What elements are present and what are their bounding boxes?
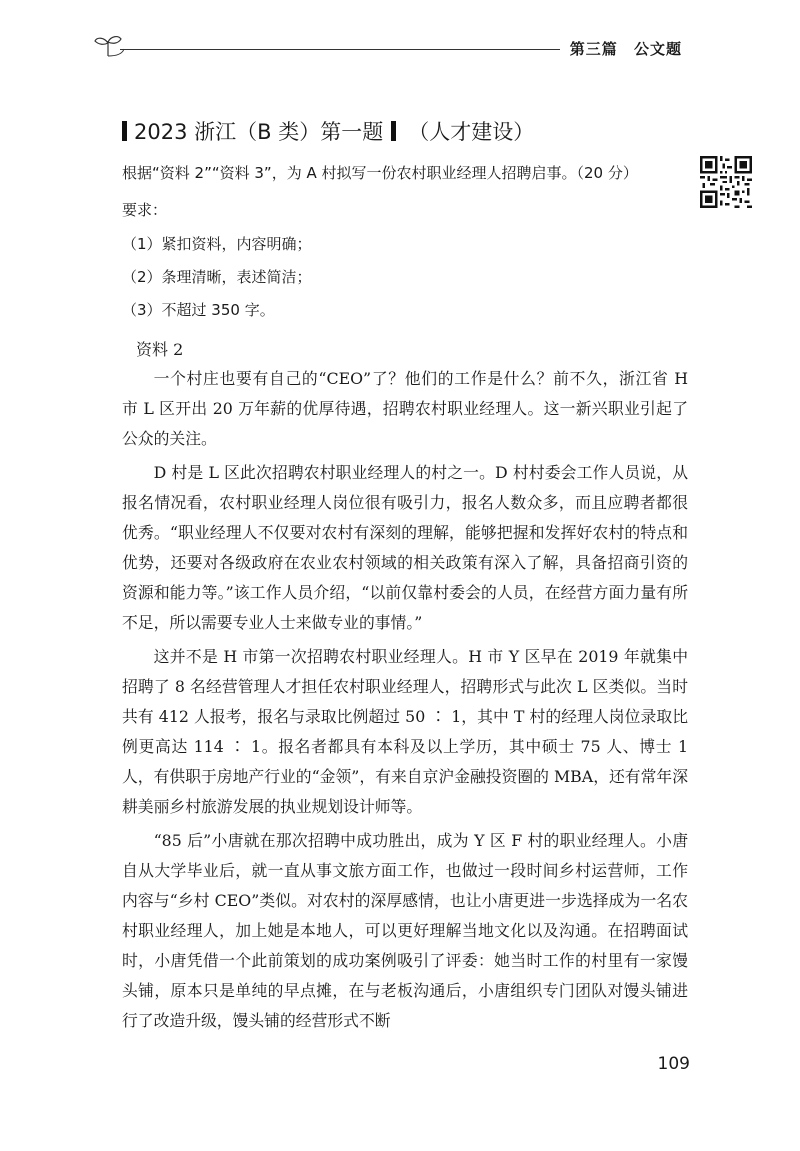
requirement-item: （2）条理清晰，表述简洁； (122, 268, 312, 286)
sprout-icon (92, 33, 124, 57)
running-head-part: 第三篇 (569, 40, 618, 58)
title-bar-right (391, 121, 396, 141)
question-topic: （人才建设） (408, 120, 535, 144)
title-bar-left (122, 121, 127, 141)
material-body (122, 364, 688, 1036)
material-paragraph: D 村是 L 区此次招聘农村职业经理人的村之一。D 村村委会工作人员说，从报名情况看，农村职业经理人岗位很有吸引力，报名人数众多，而且应聘者都很优秀。“职业经理人不仅要对农村有深刻的理解，能够把握和发挥好农村的特点和优势，还要对各级政府在农业农村领域的相关政策有深入了解，具备招商引资的资源和能力等。”该工作人员介绍，“以前仅靠村委会的人员，在经营方面力量有所不足，所以需要专业人士来做专业的事情。” (122, 463, 688, 632)
material-paragraph: “85 后”小唐就在那次招聘中成功胜出，成为 Y 区 F 村的职业经理人。小唐自从大学毕业后，就一直从事文旅方面工作，也做过一段时间乡村运营师，工作内容与“乡村 CEO”类似。对农村的深厚感情，也让小唐更进一步选择成为一名农村职业经理人，加上她是本地人，可以更好理解当地文化以及沟通。在招聘面试时，小唐凭借一个此前策划的成功案例吸引了评委：她当时工作的村里有一家馒头铺，原本只是单纯的早点摊，在与老板沟通后，小唐组织专门团队对馒头铺进行了改造升级，馒头铺的经营形式不断 (122, 831, 688, 1030)
material-paragraph: 这并不是 H 市第一次招聘农村职业经理人。H 市 Y 区早在 2019 年就集中招聘了 8 名经营管理人才担任农村职业经理人，招聘形式与此次 L 区类似。当时共有 412 人报考，报名与录取比例超过 50 ∶ 1，其中 T 村的经理人岗位录取比例更高达 114 ∶ 1。报名者都具有本科及以上学历，其中硕士 75 人、博士 1 人，有供职于房地产行业的“金领”，有来自京沪金融投资圈的 MBA，还有常年深耕美丽乡村旅游发展的执业规划设计师等。 (122, 647, 688, 816)
material-label: 资料 2 (136, 340, 184, 359)
running-head-section: 公文题 (633, 40, 682, 58)
material-paragraph: 一个村庄也要有自己的“CEO”了？他们的工作是什么？前不久，浙江省 H 市 L 区开出 20 万年薪的优厚待遇，招聘农村职业经理人。这一新兴职业引起了公众的关注。 (122, 369, 688, 448)
page-number: 109 (657, 1054, 690, 1074)
requirement-item: （1）紧扣资料，内容明确； (122, 235, 312, 253)
header-rule (120, 49, 560, 50)
question-title (122, 116, 534, 146)
question-prompt: 根据“资料 2”“资料 3”，为 A 村拟写一份农村职业经理人招聘启事。（20 分） (122, 164, 638, 182)
qr-code-icon[interactable] (700, 156, 752, 208)
running-head (560, 38, 682, 59)
question-title-text: 2023 浙江（B 类）第一题 (134, 120, 384, 144)
requirement-item: （3）不超过 350 字。 (122, 301, 275, 319)
requirements-label: 要求： (122, 201, 168, 219)
